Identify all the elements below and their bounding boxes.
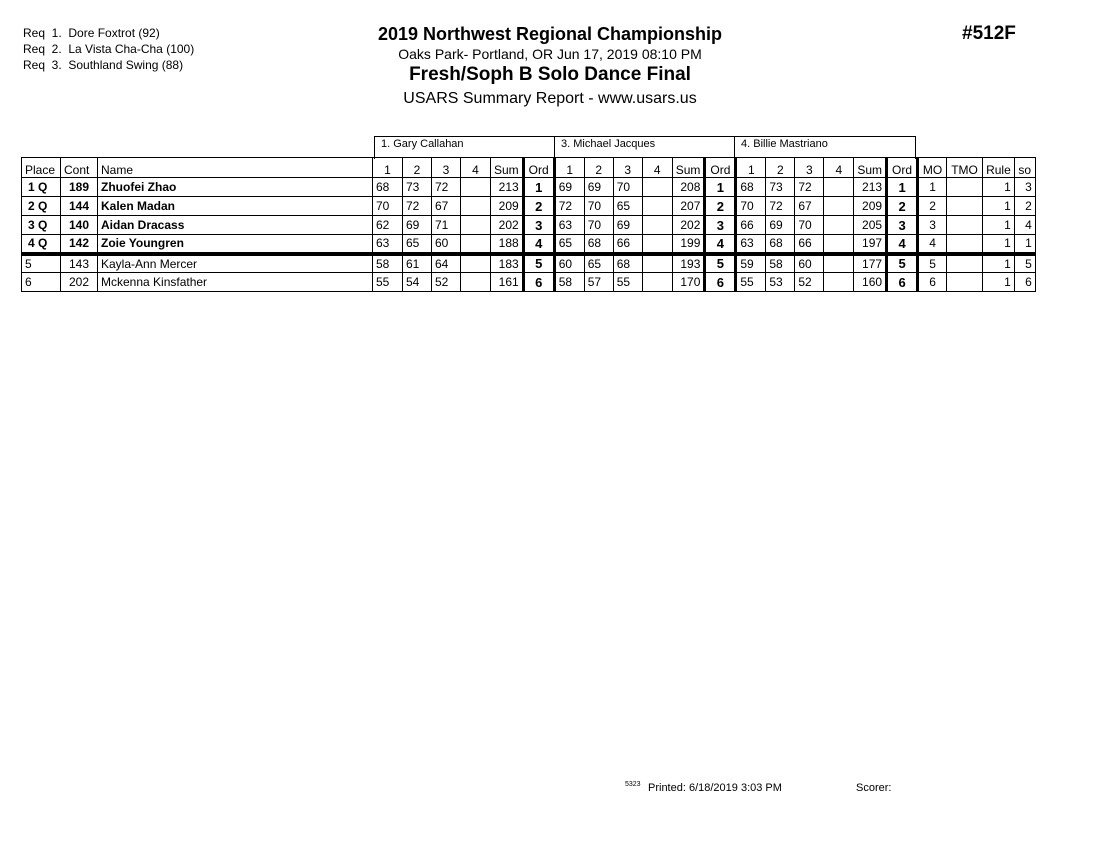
ord-cell: 4 [523,235,554,254]
sum-cell: 193 [672,254,705,273]
col-mark-2: 2 [584,158,613,178]
mark-cell: 55 [373,273,403,292]
place-cell: 3 Q [22,216,61,235]
ord-cell: 2 [523,197,554,216]
table-row [22,273,1036,292]
judge-header-3: 4. Billie Mastriano [734,136,916,159]
mark-cell: 63 [554,216,584,235]
sum-cell: 209 [854,197,887,216]
cont-cell: 144 [61,197,98,216]
segment-title: Fresh/Soph B Solo Dance Final [409,64,691,85]
mo-cell: 1 [918,178,947,197]
col-name: Name [98,158,373,178]
mark-cell: 58 [766,254,795,273]
tmo-cell [947,197,983,216]
scorer-label: Scorer: [856,782,892,794]
cont-cell: 143 [61,254,98,273]
mark-cell: 70 [613,178,642,197]
mark-cell: 62 [373,216,403,235]
ord-cell: 3 [705,216,736,235]
mark-cell: 59 [736,254,766,273]
col-place: Place [22,158,61,178]
ord-cell: 1 [887,178,918,197]
mark-cell: 69 [403,216,432,235]
event-code: #512F [962,23,1016,44]
mark-cell: 67 [795,197,824,216]
name-cell: Aidan Dracass [98,216,373,235]
name-cell: Zhuofei Zhao [98,178,373,197]
table-row [22,178,1036,197]
ord-cell: 6 [887,273,918,292]
mark-cell: 70 [584,216,613,235]
ord-cell: 6 [523,273,554,292]
mark-cell: 66 [795,235,824,254]
so-cell: 2 [1014,197,1035,216]
sum-cell: 183 [491,254,524,273]
mark-cell: 61 [403,254,432,273]
col-so: so [1014,158,1035,178]
report-subtitle: USARS Summary Report - www.usars.us [403,90,697,107]
mark-cell [824,197,854,216]
mark-cell: 72 [403,197,432,216]
cont-cell: 189 [61,178,98,197]
mark-cell [461,273,491,292]
sum-cell: 213 [491,178,524,197]
cont-cell: 142 [61,235,98,254]
col-mark-3: 3 [432,158,461,178]
col-mo: MO [918,158,947,178]
tmo-cell [947,216,983,235]
mark-cell: 69 [554,178,584,197]
table-row [22,235,1036,254]
mark-cell: 68 [373,178,403,197]
results-table [21,157,1036,292]
mark-cell: 55 [736,273,766,292]
ord-cell: 5 [887,254,918,273]
name-cell: Zoie Youngren [98,235,373,254]
mark-cell: 65 [613,197,642,216]
col-sum: Sum [672,158,705,178]
ord-cell: 3 [887,216,918,235]
cont-cell: 202 [61,273,98,292]
mark-cell: 70 [584,197,613,216]
ord-cell: 4 [887,235,918,254]
sum-cell: 209 [491,197,524,216]
mo-cell: 2 [918,197,947,216]
sum-cell: 161 [491,273,524,292]
col-ord: Ord [887,158,918,178]
cont-cell: 140 [61,216,98,235]
mark-cell: 60 [432,235,461,254]
mark-cell [824,178,854,197]
mark-cell: 60 [554,254,584,273]
mark-cell: 58 [554,273,584,292]
col-mark-2: 2 [766,158,795,178]
requirement-1: Req 1. Dore Foxtrot (92) [23,26,160,40]
ord-cell: 5 [523,254,554,273]
ord-cell: 1 [523,178,554,197]
requirement-3: Req 3. Southland Swing (88) [23,58,184,72]
mark-cell: 70 [795,216,824,235]
table-row [22,216,1036,235]
mark-cell: 54 [403,273,432,292]
sum-cell: 207 [672,197,705,216]
mo-cell: 3 [918,216,947,235]
ord-cell: 2 [887,197,918,216]
mo-cell: 6 [918,273,947,292]
col-ord: Ord [523,158,554,178]
name-cell: Kayla-Ann Mercer [98,254,373,273]
results-body [22,178,1036,292]
col-sum: Sum [491,158,524,178]
mark-cell: 73 [403,178,432,197]
name-cell: Kalen Madan [98,197,373,216]
sum-cell: 202 [672,216,705,235]
mark-cell [642,197,672,216]
mark-cell: 55 [613,273,642,292]
col-ord: Ord [705,158,736,178]
venue-date-line: Oaks Park- Portland, OR Jun 17, 2019 08:10 PM [398,46,702,62]
place-cell: 2 Q [22,197,61,216]
mark-cell: 68 [613,254,642,273]
version-code: 5323 [625,781,641,788]
mark-cell: 58 [373,254,403,273]
ord-cell: 4 [705,235,736,254]
col-mark-4: 4 [461,158,491,178]
mark-cell: 60 [795,254,824,273]
mark-cell: 63 [373,235,403,254]
mark-cell: 66 [736,216,766,235]
tmo-cell [947,254,983,273]
mark-cell [824,235,854,254]
tmo-cell [947,235,983,254]
mark-cell: 65 [584,254,613,273]
col-sum: Sum [854,158,887,178]
rule-cell: 1 [983,254,1015,273]
so-cell: 3 [1014,178,1035,197]
ord-cell: 2 [705,197,736,216]
mark-cell [461,235,491,254]
mark-cell: 73 [766,178,795,197]
ord-cell: 1 [705,178,736,197]
rule-cell: 1 [983,197,1015,216]
mark-cell: 53 [766,273,795,292]
table-row [22,197,1036,216]
mo-cell: 4 [918,235,947,254]
so-cell: 6 [1014,273,1035,292]
col-rule: Rule [983,158,1015,178]
mark-cell: 72 [554,197,584,216]
mark-cell [642,216,672,235]
mark-cell: 52 [795,273,824,292]
place-cell: 6 [22,273,61,292]
col-mark-4: 4 [642,158,672,178]
ord-cell: 3 [523,216,554,235]
mark-cell: 72 [766,197,795,216]
requirement-2: Req 2. La Vista Cha-Cha (100) [23,42,195,56]
mark-cell: 69 [584,178,613,197]
sum-cell: 170 [672,273,705,292]
mark-cell: 67 [432,197,461,216]
mark-cell [824,273,854,292]
mark-cell: 69 [613,216,642,235]
sum-cell: 213 [854,178,887,197]
rule-cell: 1 [983,235,1015,254]
col-mark-4: 4 [824,158,854,178]
col-tmo: TMO [947,158,983,178]
mark-cell [824,254,854,273]
place-cell: 1 Q [22,178,61,197]
place-cell: 4 Q [22,235,61,254]
ord-cell: 5 [705,254,736,273]
col-mark-2: 2 [403,158,432,178]
judge-header-1: 1. Gary Callahan [374,136,555,159]
sum-cell: 160 [854,273,887,292]
mark-cell: 66 [613,235,642,254]
mark-cell [642,254,672,273]
col-cont: Cont [61,158,98,178]
mark-cell: 63 [736,235,766,254]
sum-cell: 197 [854,235,887,254]
sum-cell: 208 [672,178,705,197]
so-cell: 5 [1014,254,1035,273]
sum-cell: 202 [491,216,524,235]
mark-cell: 68 [736,178,766,197]
mark-cell: 68 [766,235,795,254]
mark-cell: 70 [736,197,766,216]
rule-cell: 1 [983,216,1015,235]
name-cell: Mckenna Kinsfather [98,273,373,292]
so-cell: 4 [1014,216,1035,235]
event-title: 2019 Northwest Regional Championship [377,24,723,44]
col-mark-3: 3 [795,158,824,178]
col-mark-1: 1 [736,158,766,178]
judge-header-2: 3. Michael Jacques [554,136,735,159]
tmo-cell [947,178,983,197]
mark-cell: 64 [432,254,461,273]
mark-cell: 52 [432,273,461,292]
mark-cell: 65 [403,235,432,254]
sum-cell: 177 [854,254,887,273]
sum-cell: 188 [491,235,524,254]
table-header-row [22,158,1036,178]
mark-cell [461,178,491,197]
ord-cell: 6 [705,273,736,292]
mark-cell: 70 [373,197,403,216]
sum-cell: 199 [672,235,705,254]
so-cell: 1 [1014,235,1035,254]
col-mark-1: 1 [373,158,403,178]
mark-cell: 57 [584,273,613,292]
sum-cell: 205 [854,216,887,235]
mark-cell: 65 [554,235,584,254]
table-row [22,254,1036,273]
mark-cell [461,216,491,235]
col-mark-3: 3 [613,158,642,178]
mark-cell: 72 [795,178,824,197]
mark-cell: 69 [766,216,795,235]
printed-timestamp: Printed: 6/18/2019 3:03 PM [648,782,782,794]
mark-cell [824,216,854,235]
mark-cell: 72 [432,178,461,197]
mark-cell [642,235,672,254]
place-cell: 5 [22,254,61,273]
mark-cell [642,273,672,292]
rule-cell: 1 [983,178,1015,197]
mark-cell [461,254,491,273]
mark-cell: 68 [584,235,613,254]
rule-cell: 1 [983,273,1015,292]
mark-cell [642,178,672,197]
mo-cell: 5 [918,254,947,273]
mark-cell [461,197,491,216]
col-mark-1: 1 [554,158,584,178]
mark-cell: 71 [432,216,461,235]
tmo-cell [947,273,983,292]
